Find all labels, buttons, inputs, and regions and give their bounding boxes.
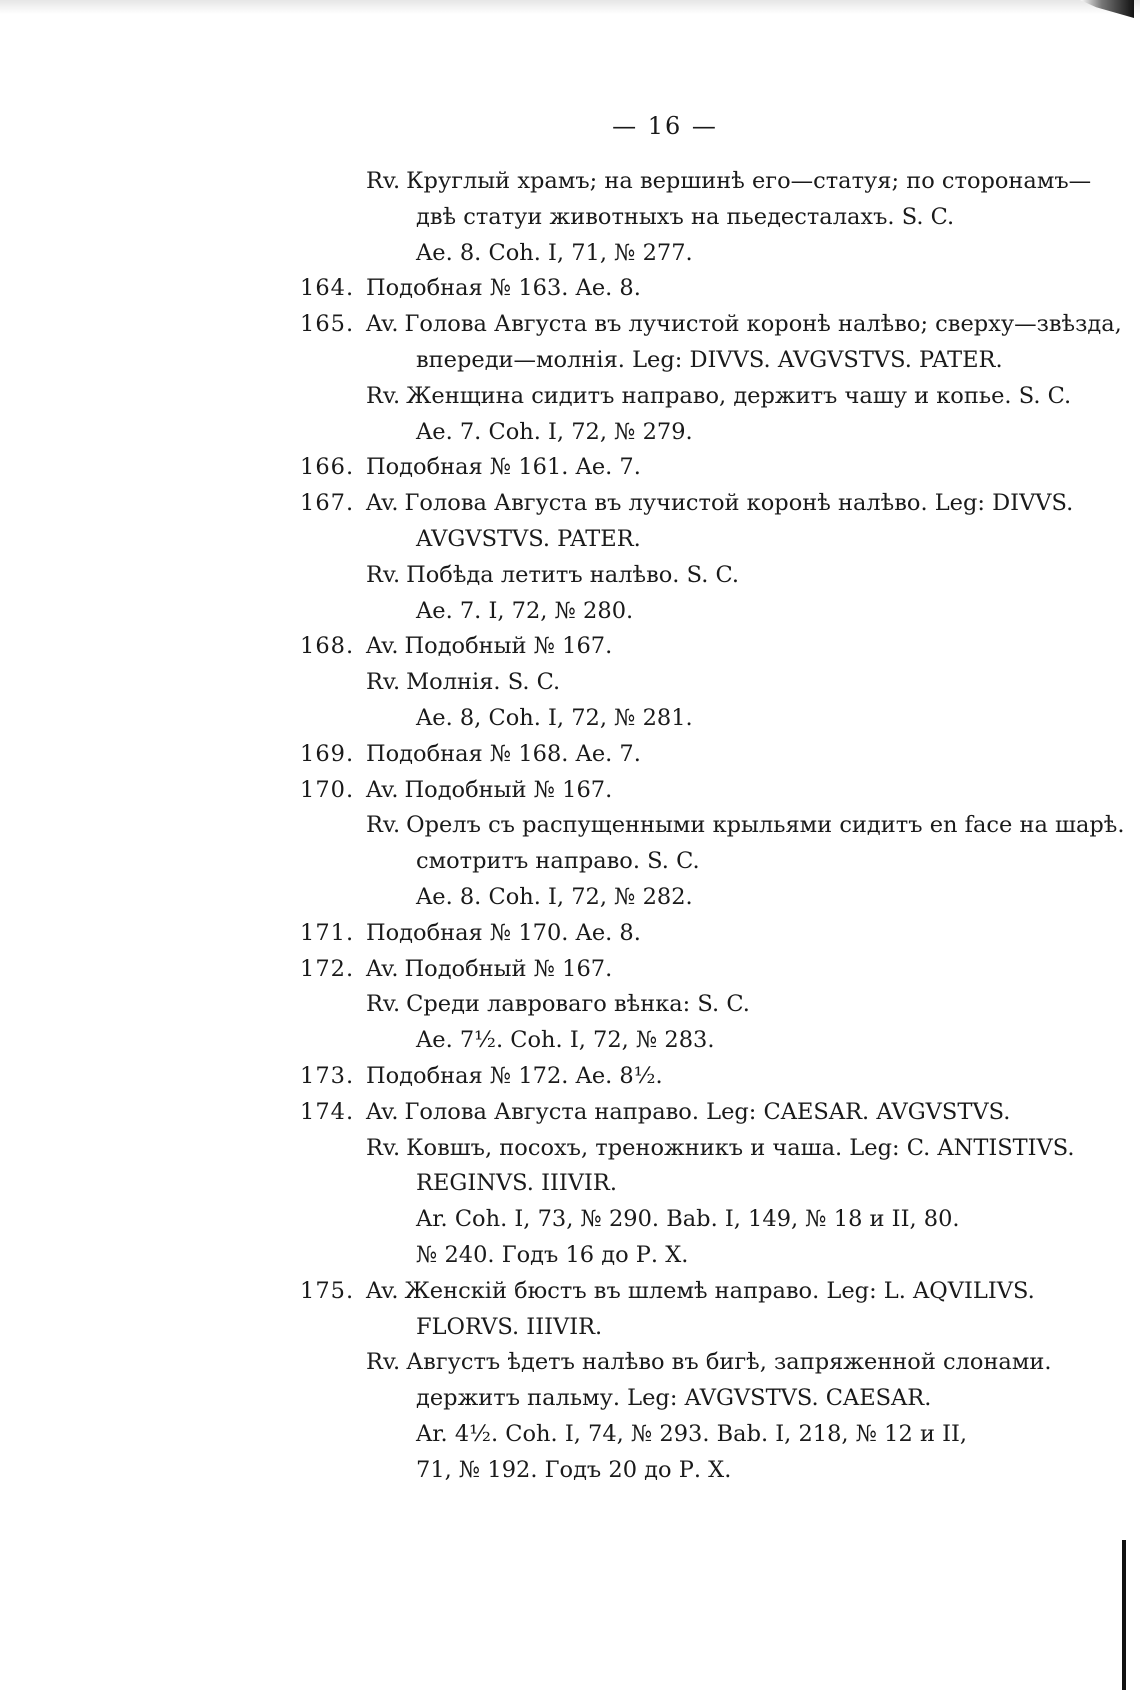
- coin-reference: Ar. Coh. I, 73, № 290. Bab. I, 149, № 18 и II, 80.: [416, 1206, 960, 1233]
- coin-reference: Ae. 7½. Coh. I, 72, № 283.: [416, 1027, 715, 1054]
- obverse-description-cont: впереди—молнія. Leg: DIVVS. AVGVSTVS. PATER.: [416, 346, 1003, 373]
- entry-number: 172.: [300, 955, 355, 982]
- entry-text: Подобная № 163. Ae. 8.: [366, 275, 641, 302]
- entry-number: 168.: [300, 633, 355, 660]
- entry-number: 173.: [300, 1062, 355, 1089]
- coin-reference: Ae. 7. Coh. I, 72, № 279.: [416, 418, 693, 445]
- scan-top-edge: [0, 0, 1140, 14]
- entry-number: 171.: [300, 919, 355, 946]
- catalogue-entry-166: [300, 450, 1090, 486]
- catalogue-entry-170: [300, 773, 1125, 916]
- entry-text: Подобная № 161. Ae. 7.: [366, 454, 641, 481]
- catalogue-entry-169: [300, 737, 1090, 773]
- catalogue-entry-172: [300, 952, 1090, 1059]
- catalogue-entry-171: [300, 916, 1090, 952]
- entry-number: 175.: [300, 1277, 355, 1304]
- coin-reference: Ar. 4½. Coh. I, 74, № 293. Bab. I, 218, № 12 и II,: [416, 1420, 968, 1447]
- reverse-description-cont: двѣ статуи животныхъ на пьедесталахъ. S. C.: [416, 203, 955, 230]
- reverse-description: Орелъ съ распущенными крыльями сидитъ en face на шарѣ.: [406, 812, 1125, 839]
- reverse-description: Среди лавроваго вѣнка: S. C.: [406, 991, 750, 1018]
- reverse-description: Побѣда летитъ налѣво. S. C.: [406, 561, 740, 588]
- coin-reference: Ae. 7. I, 72, № 280.: [416, 597, 634, 624]
- obverse-description: Подобный № 167.: [404, 955, 613, 982]
- reverse-label: Rv.: [366, 991, 401, 1018]
- reverse-description: Круглый храмъ; на вершинѣ его—статуя; по сторонамъ—: [406, 168, 1092, 194]
- reverse-label: Rv.: [366, 1349, 401, 1376]
- obverse-label: Av.: [366, 1098, 399, 1125]
- entry-number: 169.: [300, 740, 355, 767]
- coin-reference-cont: № 240. Годъ 16 до Р. X.: [416, 1241, 689, 1268]
- reverse-label: Rv.: [366, 669, 401, 696]
- obverse-label: Av.: [366, 633, 399, 660]
- reverse-label: Rv.: [366, 812, 401, 839]
- coin-reference: Ae. 8, Coh. I, 72, № 281.: [416, 704, 693, 731]
- catalogue-entry-173: [300, 1059, 1090, 1095]
- reverse-description: Ковшъ, посохъ, треножникъ и чаша. Leg: C. ANTISTIVS.: [406, 1134, 1075, 1161]
- coin-reference: Ae. 8. Coh. I, 71, № 277.: [416, 239, 693, 266]
- catalogue-entry-168: [300, 629, 1090, 736]
- entry-number: 166.: [300, 454, 355, 481]
- scan-right-edge-mark: [1122, 1540, 1126, 1690]
- obverse-label: Av.: [366, 490, 399, 517]
- catalogue-entry-175: [300, 1274, 1090, 1489]
- reverse-description-cont: REGINVS. IIIVIR.: [416, 1170, 617, 1197]
- coin-reference: Ae. 8. Coh. I, 72, № 282.: [416, 883, 693, 910]
- catalogue-entry-163-continued: [300, 164, 1090, 271]
- obverse-description-cont: AVGVSTVS. PATER.: [416, 525, 641, 552]
- reverse-description: Молнія. S. C.: [406, 669, 561, 696]
- reverse-description-cont: смотритъ направо. S. C.: [416, 848, 700, 875]
- reverse-label: Rv.: [366, 382, 401, 409]
- catalogue-entry-174: [300, 1095, 1090, 1274]
- obverse-label: Av.: [366, 1277, 399, 1304]
- entry-text: Подобная № 172. Ae. 8½.: [366, 1062, 663, 1089]
- entry-number: 174.: [300, 1098, 355, 1125]
- obverse-description: Голова Августа въ лучистой коронѣ налѣво; сверху—звѣзда,: [404, 311, 1122, 338]
- obverse-label: Av.: [366, 955, 399, 982]
- catalogue-entry-167: [300, 486, 1090, 629]
- entry-text: Подобная № 168. Ae. 7.: [366, 740, 641, 767]
- reverse-label: Rv.: [366, 1134, 401, 1161]
- reverse-label: Rv.: [366, 561, 401, 588]
- reverse-description-cont: держитъ пальму. Leg: AVGVSTVS. CAESAR.: [416, 1385, 932, 1412]
- entry-number: 167.: [300, 490, 355, 517]
- obverse-description-cont: FLORVS. IIIVIR.: [416, 1313, 603, 1340]
- entry-number: 170.: [300, 776, 355, 803]
- obverse-label: Av.: [366, 776, 399, 803]
- obverse-description: Подобный № 167.: [404, 633, 613, 660]
- reverse-description: Женщина сидитъ направо, держитъ чашу и копье. S. C.: [406, 382, 1072, 409]
- obverse-description: Голова Августа направо. Leg: CAESAR. AVGVSTVS.: [404, 1098, 1011, 1125]
- catalogue-list: [300, 164, 1125, 1488]
- entry-text: Подобная № 170. Ae. 8.: [366, 919, 641, 946]
- page-number: — 16 —: [612, 112, 718, 140]
- reverse-description: Августъ ѣдетъ налѣво въ бигѣ, запряженной слонами.: [406, 1349, 1052, 1376]
- entry-number: 165.: [300, 311, 355, 338]
- obverse-label: Av.: [366, 311, 399, 338]
- coin-reference-cont: 71, № 192. Годъ 20 до Р. X.: [416, 1456, 732, 1483]
- catalogue-entry-164: [300, 271, 1090, 307]
- catalogue-entry-165: [300, 307, 1122, 450]
- entry-number: 164.: [300, 275, 355, 302]
- obverse-description: Голова Августа въ лучистой коронѣ налѣво. Leg: DIVVS.: [404, 490, 1074, 517]
- obverse-description: Женскій бюстъ въ шлемѣ направо. Leg: L. AQVILIVS.: [404, 1277, 1035, 1304]
- obverse-description: Подобный № 167.: [404, 776, 613, 803]
- reverse-label: Rv.: [366, 168, 401, 194]
